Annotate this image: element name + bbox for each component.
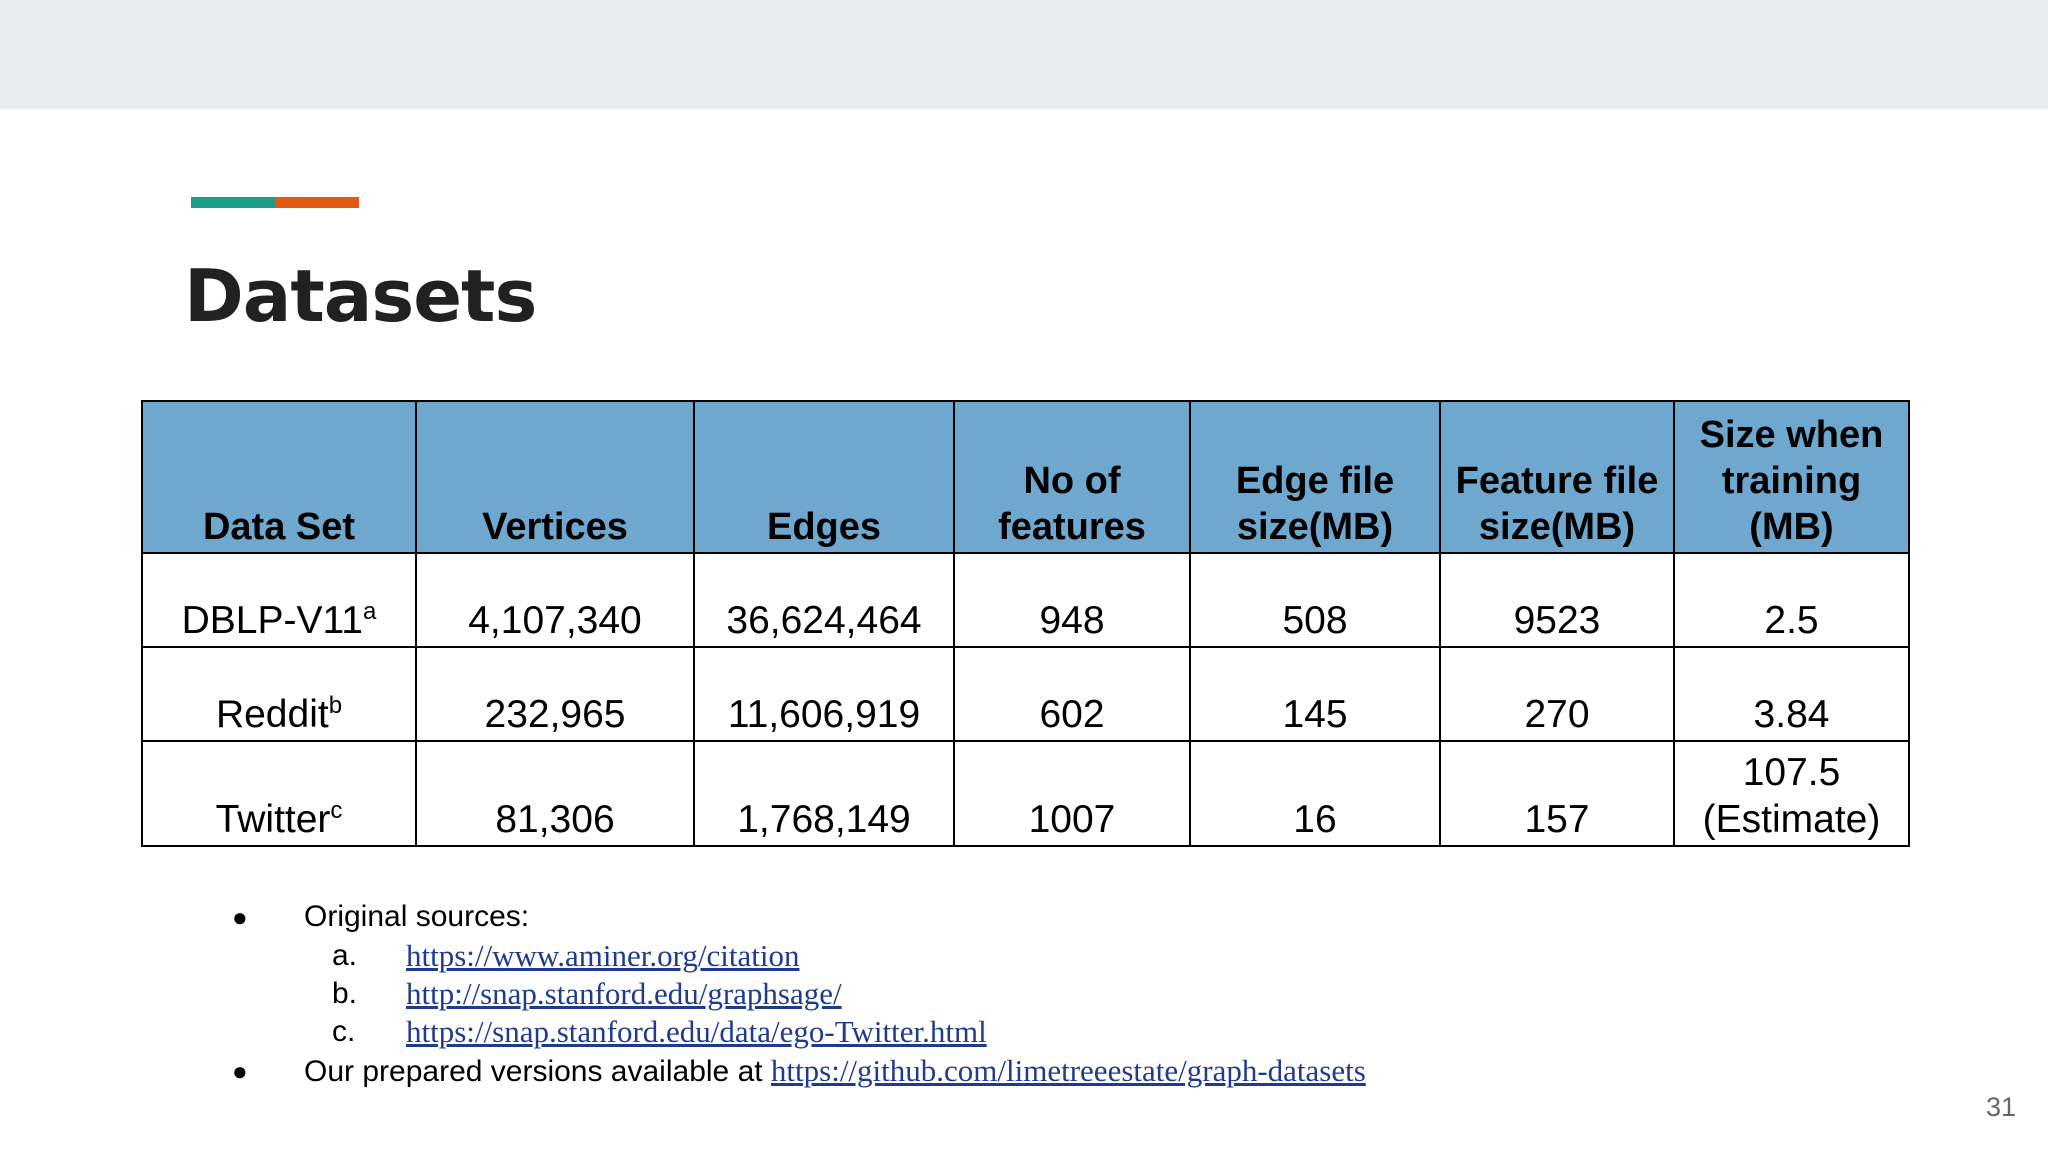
train-size-text: 2.5 — [1764, 599, 1819, 642]
header-text: Size when — [1699, 414, 1884, 456]
slide-title: Datasets — [184, 254, 537, 338]
dataset-name: Twitter — [215, 798, 331, 841]
accent-teal — [191, 197, 275, 208]
header-text: Edge file — [1235, 460, 1395, 502]
header-text: No of — [1023, 460, 1121, 502]
prepared-label: Our prepared versions available at — [304, 1055, 771, 1088]
header-text: Feature file — [1455, 460, 1659, 502]
bullet-icon: ● — [232, 1056, 248, 1086]
header-cell — [416, 401, 694, 553]
table-cell: 508 — [1190, 553, 1440, 647]
header-text: Vertices — [482, 506, 628, 548]
table-header-row — [142, 401, 1909, 553]
table-cell: 16 — [1190, 741, 1440, 846]
table-cell — [1674, 741, 1909, 846]
accent-orange — [275, 197, 359, 208]
datasets-table — [141, 400, 1910, 847]
dataset-name-cell — [142, 553, 416, 647]
table-row — [142, 647, 1909, 741]
table-cell: 81,306 — [416, 741, 694, 846]
table-cell: 145 — [1190, 647, 1440, 741]
header-cell — [954, 401, 1190, 553]
source-link[interactable]: http://snap.stanford.edu/graphsage/ — [406, 976, 842, 1011]
header-text: size(MB) — [1236, 506, 1394, 548]
header-text: Data Set — [202, 506, 356, 548]
table-cell — [1674, 647, 1909, 741]
source-superscript: c — [330, 797, 343, 824]
header-cell — [142, 401, 416, 553]
table-cell: 270 — [1440, 647, 1674, 741]
top-band — [0, 0, 2048, 109]
source-superscript: a — [363, 598, 377, 625]
header-cell — [1674, 401, 1909, 553]
train-size-text: (Estimate) — [1702, 798, 1881, 841]
dataset-name-cell — [142, 647, 416, 741]
dataset-name-cell — [142, 741, 416, 846]
source-superscript: b — [328, 692, 343, 719]
table-row — [142, 553, 1909, 647]
table-cell: 948 — [954, 553, 1190, 647]
header-text: training — [1721, 460, 1862, 502]
prepared-link[interactable]: https://github.com/limetreeestate/graph-datasets — [770, 1053, 1366, 1088]
bullet-icon: ● — [232, 902, 248, 932]
source-link[interactable]: https://snap.stanford.edu/data/ego-Twitter.html — [406, 1014, 987, 1049]
header-text: features — [998, 506, 1146, 548]
table-cell: 232,965 — [416, 647, 694, 741]
title-accent-bar — [191, 197, 359, 208]
header-cell — [1190, 401, 1440, 553]
header-cell — [1440, 401, 1674, 553]
train-size-text: 107.5 — [1742, 751, 1841, 794]
source-marker: c. — [332, 1015, 356, 1048]
header-cell — [694, 401, 954, 553]
page-number: 31 — [1985, 1092, 2016, 1122]
source-marker: b. — [332, 977, 358, 1010]
table-cell — [1674, 553, 1909, 647]
header-text: Edges — [766, 506, 882, 548]
source-marker: a. — [332, 939, 358, 972]
train-size-text: 3.84 — [1753, 693, 1830, 736]
table-cell: 1007 — [954, 741, 1190, 846]
table-cell: 602 — [954, 647, 1190, 741]
header-text: (MB) — [1749, 506, 1834, 548]
source-link[interactable]: https://www.aminer.org/citation — [406, 938, 800, 973]
dataset-name: DBLP-V11 — [181, 599, 363, 642]
sources-label: Original sources: — [304, 900, 530, 933]
header-text: size(MB) — [1478, 506, 1636, 548]
dataset-name: Reddit — [215, 693, 329, 736]
table-row — [142, 741, 1909, 846]
table-cell: 1,768,149 — [694, 741, 954, 846]
table-cell: 11,606,919 — [694, 647, 954, 741]
table-cell: 4,107,340 — [416, 553, 694, 647]
table-cell: 9523 — [1440, 553, 1674, 647]
table-cell: 36,624,464 — [694, 553, 954, 647]
table-cell: 157 — [1440, 741, 1674, 846]
